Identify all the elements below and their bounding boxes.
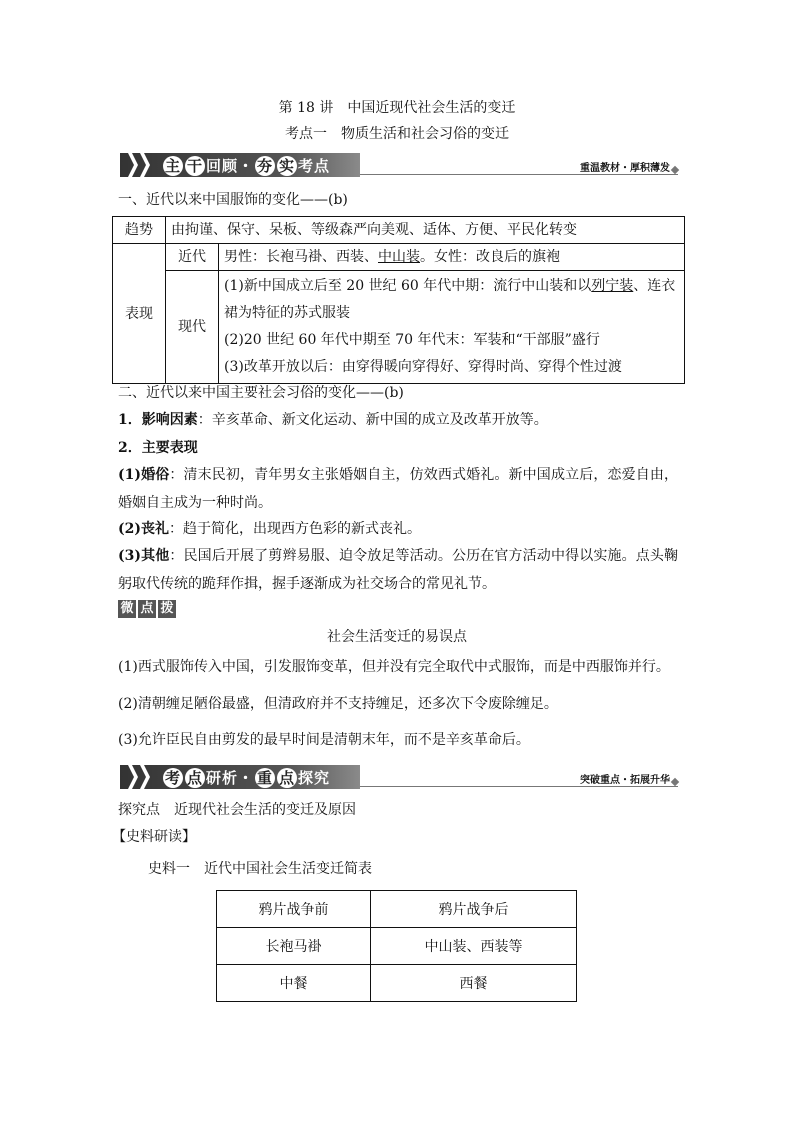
table-cell: 由拘谨、保守、呆板、等级森严向美观、适体、方便、平民化转变 — [166, 217, 685, 244]
banner-subtitle: 突破重点・拓展升华 — [580, 775, 670, 786]
list-item: (1)西式服饰传入中国，引发服饰变革，但并没有完全取代中式服饰，而是中西服饰并行。 — [118, 659, 670, 675]
table-cell: 趋势 — [113, 217, 166, 244]
tip-title: 社会生活变迁的易误点 — [327, 629, 467, 645]
table-cell: 中山装、西装等 — [371, 928, 577, 965]
diamond-icon — [671, 166, 679, 174]
material-bracket: 【史料研读】 — [112, 829, 196, 845]
table-cell: (1)新中国成立后至 20 世纪 60 年代中期：流行中山装和以列宁装、连衣裙为特征的苏式服装 (2)20 世纪 60 年代中期至 70 年代末：军装和“干部服”盛行 (3)改革开放以后：由穿得暖向穿得好、穿得时尚、穿得个性过渡 — [219, 271, 685, 384]
clothing-table — [112, 216, 685, 384]
paragraph: 2．主要表现 — [118, 440, 198, 456]
explore-heading: 探究点 近现代社会生活的变迁及原因 — [118, 802, 356, 818]
material-table — [216, 890, 577, 1002]
paragraph: 1．影响因素：辛亥革命、新文化运动、新中国的成立及改革开放等。 — [118, 412, 548, 428]
banner-title: 考 点 研析・ 重 点 探究 — [164, 769, 331, 787]
list-item: (3)允许臣民自由剪发的最早时间是清朝末年，而不是辛亥革命后。 — [118, 732, 530, 748]
banner-subtitle: 重温教材・厚积薄发 — [580, 163, 670, 174]
banner-title: 主 干 回顾・ 夯 实 考点 — [164, 157, 331, 175]
table-cell: 中餐 — [217, 965, 371, 1002]
list-item: (2)清朝缠足陋俗最盛，但清政府并不支持缠足，还多次下令废除缠足。 — [118, 696, 558, 712]
section-banner-analysis — [120, 765, 680, 789]
section-heading-customs: 二、近代以来中国主要社会习俗的变化——(b) — [118, 385, 404, 401]
point-title: 考点一 物质生活和社会习俗的变迁 — [285, 126, 509, 142]
paragraph: (1)婚俗：清末民初，青年男女主张婚姻自主，仿效西式婚礼。新中国成立后，恋爱自由，婚姻自主成为一种时尚。 — [118, 467, 678, 511]
table-cell: 长袍马褂 — [217, 928, 371, 965]
paragraph: (2)丧礼：趋于简化，出现西方色彩的新式丧礼。 — [118, 521, 421, 537]
table-cell: 鸦片战争后 — [371, 891, 577, 928]
banner-rule — [360, 786, 678, 787]
section-heading-clothing: 一、近代以来中国服饰的变化——(b) — [118, 192, 348, 208]
table-cell: 男性：长袍马褂、西装、中山装。女性：改良后的旗袍 — [219, 244, 685, 271]
section-banner-review — [120, 153, 680, 177]
table-cell: 鸦片战争前 — [217, 891, 371, 928]
table-cell: 表现 — [113, 244, 166, 384]
paragraph: (3)其他：民国后开展了剪辫易服、迫令放足等活动。公历在官方活动中得以实施。点头鞠躬取代传统的跪拜作揖，握手逐渐成为社交场合的常见礼节。 — [118, 548, 678, 592]
table-cell: 近代 — [166, 244, 219, 271]
diamond-icon — [671, 778, 679, 786]
tip-badge: 微 点 拨 — [118, 600, 176, 620]
table-cell: 西餐 — [371, 965, 577, 1002]
material-title: 史料一 近代中国社会生活变迁简表 — [148, 861, 372, 877]
banner-rule — [360, 174, 678, 175]
lecture-title: 第 18 讲 中国近现代社会生活的变迁 — [278, 100, 516, 116]
table-cell: 现代 — [166, 271, 219, 384]
